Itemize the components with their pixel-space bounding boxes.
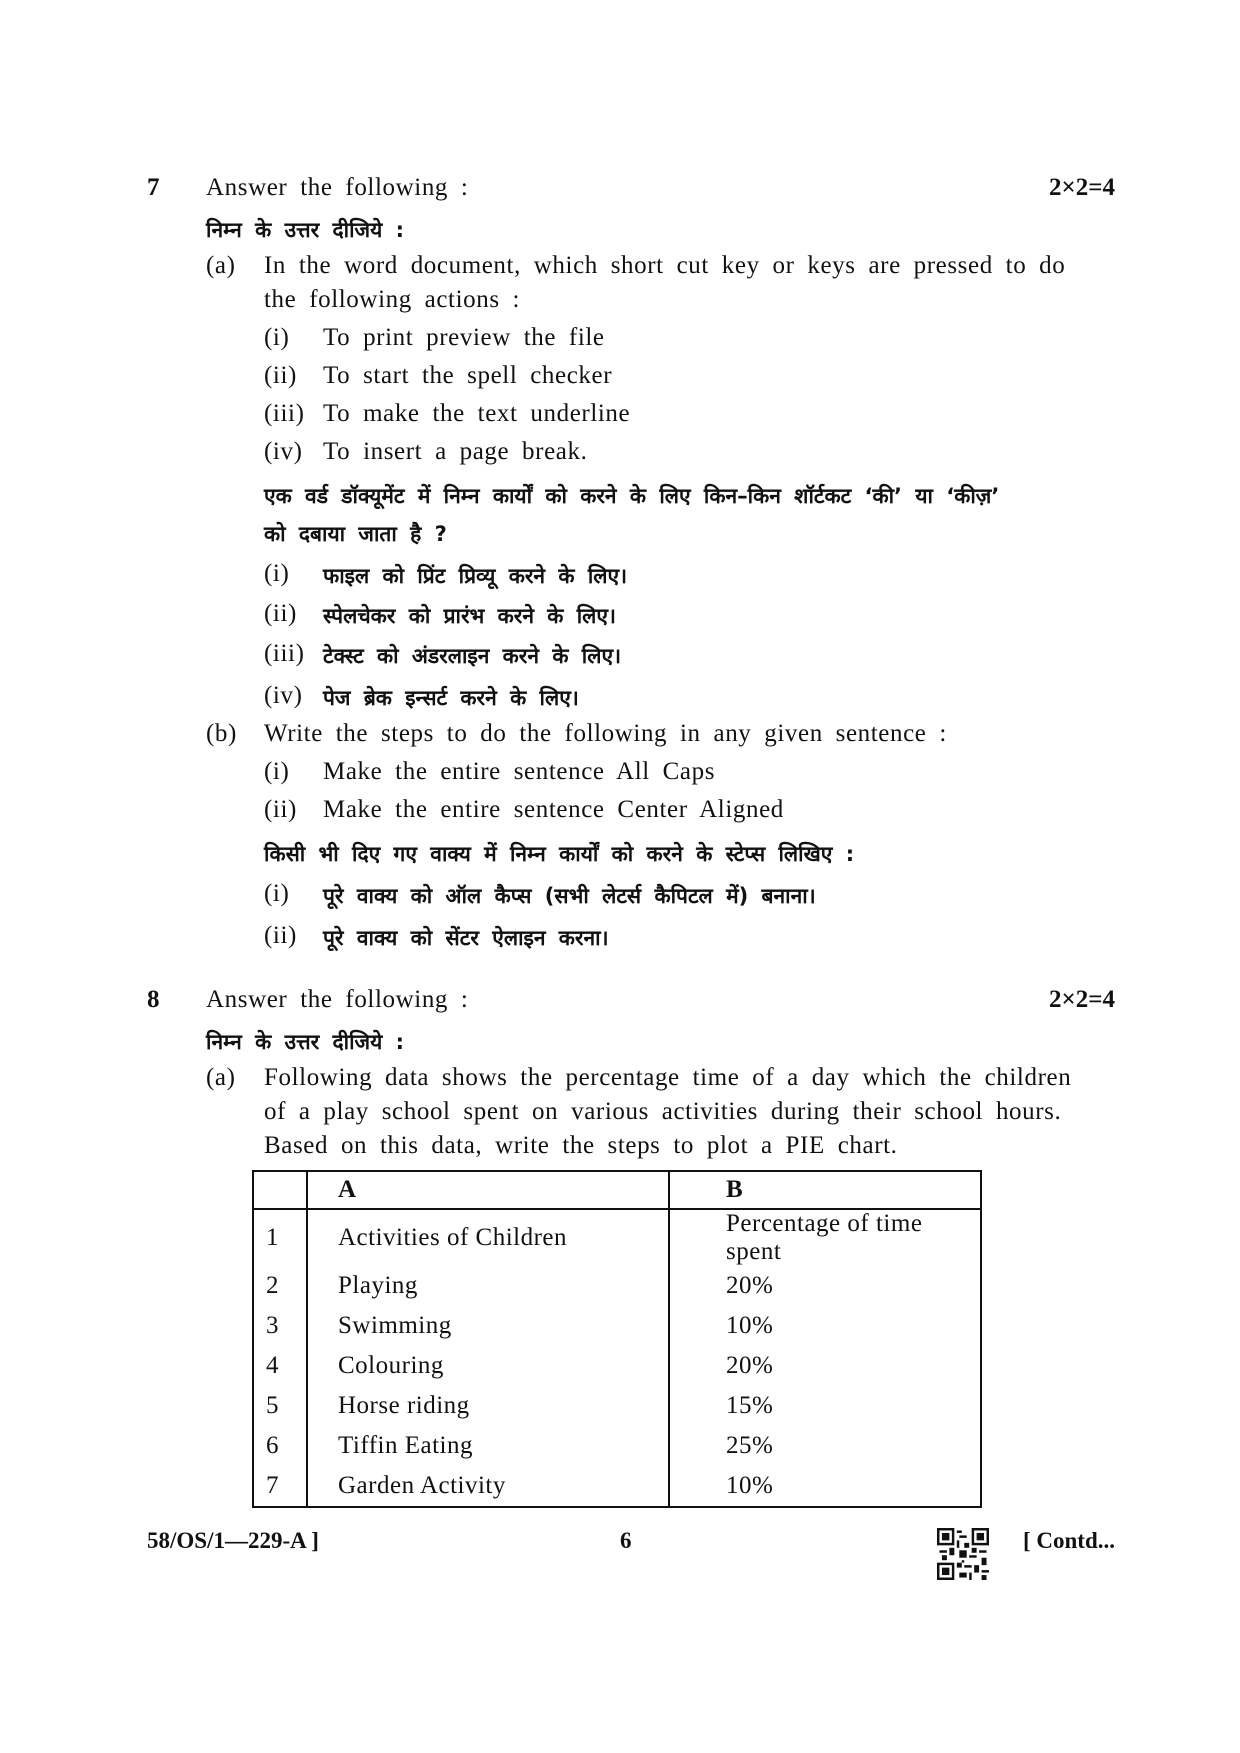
q7a-hi-item-text: पेज ब्रेक इन्सर्ट करने के लिए। <box>323 686 579 710</box>
table-cell: 2 <box>253 1266 307 1306</box>
table-cell: 10% <box>726 1472 774 1499</box>
question-7a-hi-line1: एक वर्ड डॉक्यूमेंट में निम्न कार्यों को करने के लिए किन–किन शॉर्टकट ‘की’ या ‘कीज़’ <box>264 484 1000 508</box>
question-8a-line3: Based on this data, write the steps to plot a PIE chart. <box>264 1132 898 1159</box>
question-8a-label: (a) <box>206 1064 236 1091</box>
question-7a-line1: In the word document, which short cut key or keys are pressed to do <box>264 252 1066 279</box>
q7b-hi-item-num: (i) <box>264 880 290 907</box>
q7a-hi-item-num: (i) <box>264 560 290 587</box>
question-7-number: 7 <box>147 174 160 201</box>
q7a-item-text: To print preview the file <box>323 324 605 351</box>
q7a-item-num: (i) <box>264 324 290 351</box>
q7a-item-num: (ii) <box>264 362 297 389</box>
q7a-hi-item-num: (iii) <box>264 640 305 667</box>
q7b-hi-item-text: पूरे वाक्य को सेंटर ऐलाइन करना। <box>323 926 609 950</box>
table-cell: Colouring <box>307 1346 669 1386</box>
table-cell: Tiffin Eating <box>307 1426 669 1466</box>
table-row <box>253 1209 981 1266</box>
question-7a-hi-line2: को दबाया जाता है ? <box>264 522 447 546</box>
table-cell: 20% <box>726 1272 774 1299</box>
table-cell: 1 <box>253 1209 307 1266</box>
table-cell: 7 <box>253 1466 307 1507</box>
question-7-instruction-hi: निम्न के उत्तर दीजिये : <box>206 218 404 242</box>
question-7b-label: (b) <box>206 720 237 747</box>
question-7a-line2: the following actions : <box>264 286 521 313</box>
q7b-hi-item-num: (ii) <box>264 922 297 949</box>
question-7-instruction: Answer the following : <box>206 174 469 201</box>
table-row <box>253 1466 981 1507</box>
table-row <box>253 1386 981 1426</box>
question-8a-line2: of a play school spent on various activities during their school hours. <box>264 1098 1062 1125</box>
table-cell: 25% <box>726 1432 774 1459</box>
table-row <box>253 1346 981 1386</box>
q7b-item-num: (i) <box>264 758 290 785</box>
table-cell: 3 <box>253 1306 307 1346</box>
table-cell: Swimming <box>307 1306 669 1346</box>
table-cell: 6 <box>253 1426 307 1466</box>
question-7-marks: 2×2=4 <box>1049 174 1115 201</box>
q7a-hi-item-text: फाइल को प्रिंट प्रिव्यू करने के लिए। <box>323 564 628 588</box>
table-row <box>253 1426 981 1466</box>
q7b-hi-item-text: पूरे वाक्य को ऑल कैप्स (सभी लेटर्स कैपिटल में) बनाना। <box>323 884 816 908</box>
question-8-instruction: Answer the following : <box>206 986 469 1013</box>
table-header-cell: A <box>307 1171 669 1209</box>
question-8a-line1: Following data shows the percentage time of a day which the children <box>264 1064 1072 1091</box>
table-cell: Playing <box>307 1266 669 1306</box>
q7b-item-text: Make the entire sentence Center Aligned <box>323 796 784 823</box>
question-8-marks: 2×2=4 <box>1049 986 1115 1013</box>
table-cell: 4 <box>253 1346 307 1386</box>
q7a-hi-item-num: (ii) <box>264 600 297 627</box>
table-cell: 20% <box>726 1352 774 1379</box>
q7a-hi-item-num: (iv) <box>264 682 303 709</box>
table-header-row <box>253 1171 981 1209</box>
table-header-cell: B <box>669 1171 981 1209</box>
q7b-item-text: Make the entire sentence All Caps <box>323 758 716 785</box>
table-header-cell <box>253 1171 307 1209</box>
table-row <box>253 1306 981 1346</box>
table-cell: Percentage of time spent <box>726 1210 923 1265</box>
footer-page-number: 6 <box>620 1528 632 1553</box>
table-cell: 5 <box>253 1386 307 1426</box>
table-cell: 10% <box>726 1312 774 1339</box>
table-cell: 15% <box>726 1392 774 1419</box>
q7a-item-text: To start the spell checker <box>323 362 613 389</box>
question-8-instruction-hi: निम्न के उत्तर दीजिये : <box>206 1030 404 1054</box>
q7a-item-text: To insert a page break. <box>323 438 588 465</box>
question-7b-hi-line1: किसी भी दिए गए वाक्य में निम्न कार्यों को करने के स्टेप्स लिखिए : <box>264 842 855 866</box>
question-8-number: 8 <box>147 986 160 1013</box>
q7a-hi-item-text: टेक्स्ट को अंडरलाइन करने के लिए। <box>323 644 622 668</box>
table-cell: Horse riding <box>307 1386 669 1426</box>
question-7b-line1: Write the steps to do the following in any given sentence : <box>264 720 947 747</box>
question-7a-label: (a) <box>206 252 236 279</box>
table-cell: Activities of Children <box>307 1209 669 1266</box>
table-cell: Garden Activity <box>307 1466 669 1507</box>
qr-code-icon <box>937 1528 989 1580</box>
table-row <box>253 1266 981 1306</box>
q7a-item-num: (iv) <box>264 438 303 465</box>
q7a-hi-item-text: स्पेलचेकर को प्रारंभ करने के लिए। <box>323 604 616 628</box>
footer-contd: [ Contd... <box>1022 1528 1115 1553</box>
activities-table <box>252 1170 982 1508</box>
q7b-item-num: (ii) <box>264 796 297 823</box>
q7a-item-num: (iii) <box>264 400 305 427</box>
q7a-item-text: To make the text underline <box>323 400 631 427</box>
footer-paper-code: 58/OS/1—229-A ] <box>147 1528 319 1553</box>
